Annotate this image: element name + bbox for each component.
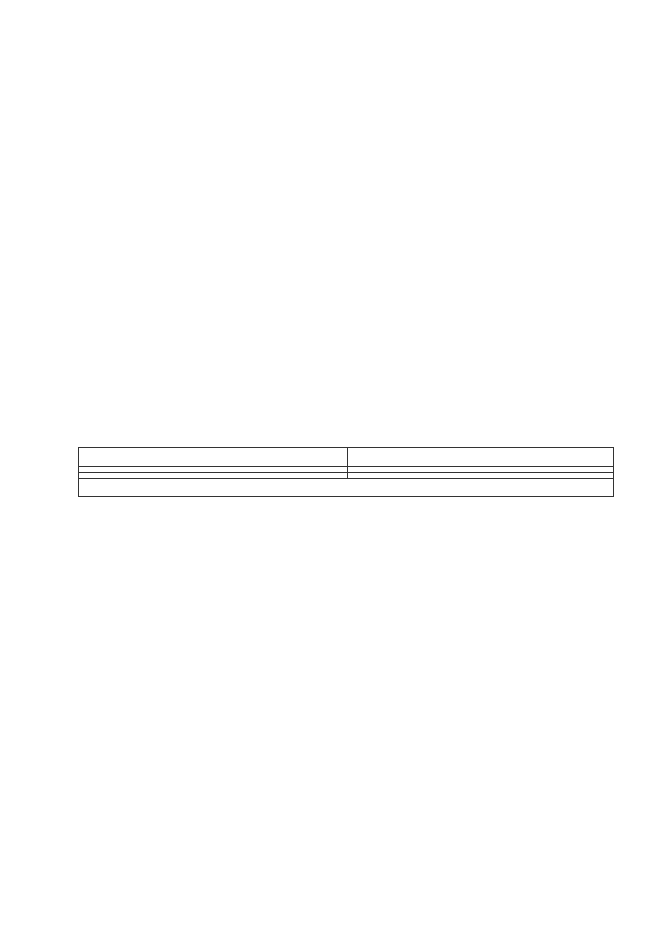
torque-list	[348, 467, 613, 472]
torque-list	[348, 473, 613, 478]
torque-table	[78, 447, 614, 497]
size-list	[79, 467, 347, 472]
body-text-bottom	[78, 651, 614, 652]
table-header-diameter	[79, 448, 348, 467]
table-note	[79, 479, 613, 496]
table-header-row	[79, 448, 614, 467]
size-list	[79, 473, 347, 478]
table-header-torque	[348, 448, 614, 467]
table-note-row	[79, 479, 614, 497]
